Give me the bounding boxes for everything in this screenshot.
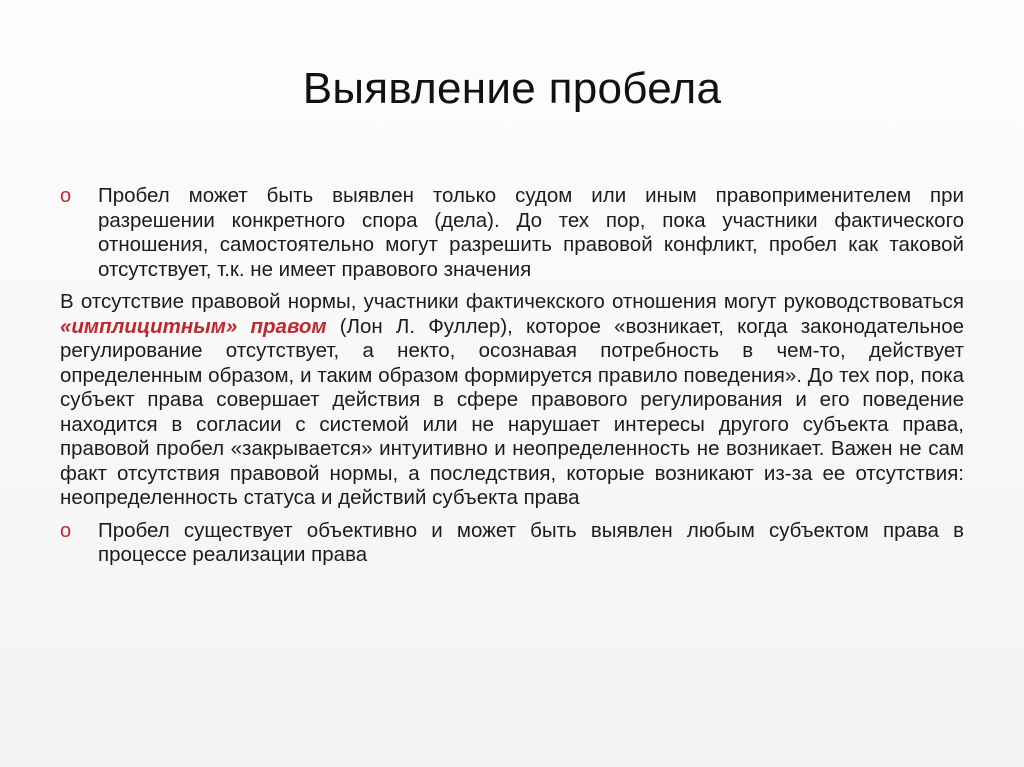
emphasis-implicit-law: «имплицитным» правом <box>60 314 327 338</box>
bullet-item-2 <box>60 519 964 568</box>
bullet-text-2: Пробел существует объективно и может быть выявлен любым субъектом права в процессе реализации права <box>98 518 964 566</box>
bullet-circle-icon: o <box>60 519 72 542</box>
paragraph-text-after: (Лон Л. Фуллер), которое «возникает, когда законодательное регулирование отсутствует, а некто, осознавая потребность в чем-то, действует определенным образом, и таким образом формируется правило поведения». До тех пор, пока субъект права совершает действия в сфере правового регулирования и его поведение находится в согласии с системой или не нарушает интересы другого субъекта права, правовой пробел «закрывается» интуитивно и неопределенность не возникает. Важен не сам факт отсутствия правовой нормы, а последствия, которые возникают из-за ее отсутствия: неопределенность статуса и действий субъекта права <box>60 314 964 509</box>
slide-content <box>60 184 964 576</box>
slide-title: Выявление пробела <box>302 64 722 113</box>
bullet-item-1 <box>60 184 964 282</box>
paragraph-implicit-law <box>60 290 964 511</box>
bullet-text-1: Пробел может быть выявлен только судом или иным правоприменителем при разрешении конкретного спора (дела). До тех пор, пока участники фактического отношения, самостоятельно могут разрешить правовой конфликт, пробел как таковой отсутствует, т.к. не имеет правового значения <box>98 184 964 281</box>
paragraph-text-before: В отсутствие правовой нормы, участники фактичекского отношения могут руководствоваться <box>60 290 964 313</box>
bullet-circle-icon: o <box>60 185 72 207</box>
